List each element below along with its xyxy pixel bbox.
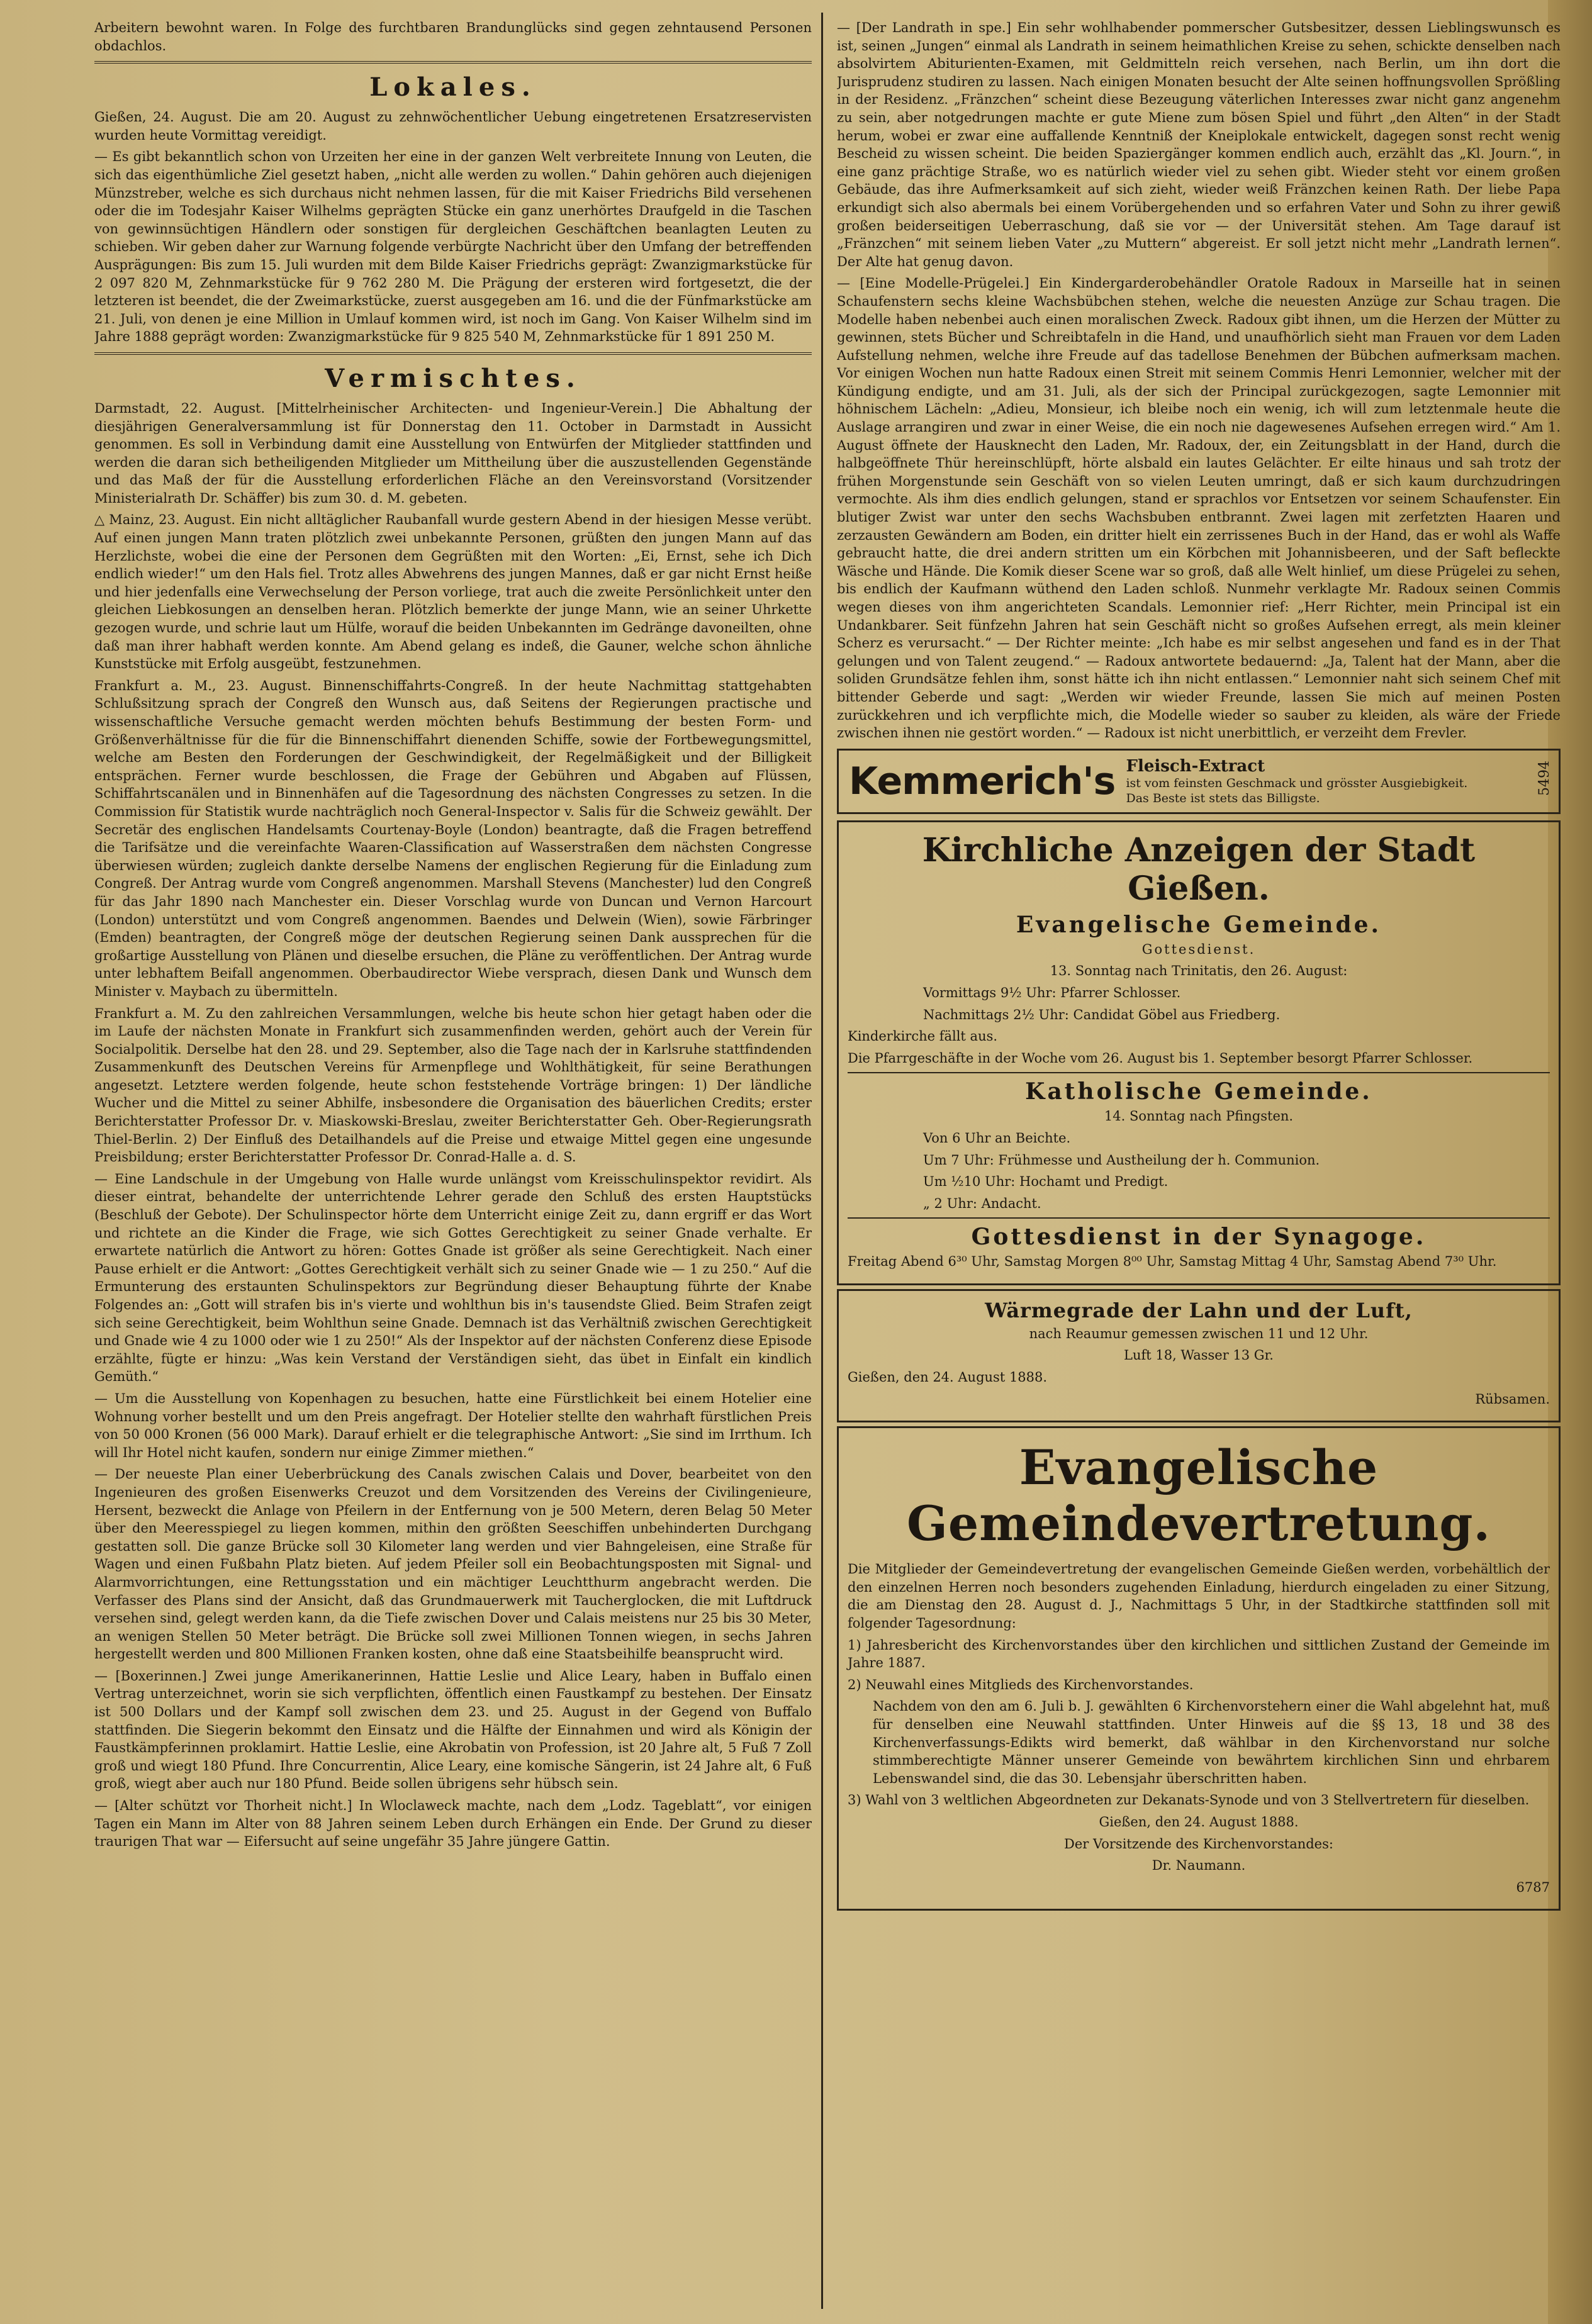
notice-signature-name: Dr. Naumann. <box>1152 1858 1246 1874</box>
lokales-paragraph: — Es gibt bekanntlich schon von Urzeiten her eine in der ganzen Welt verbreitete Innung von Leuten, die sich das eigenthümliche Ziel gesetzt haben, „nicht alle werden zu wollen.“ Dahin gehören auch diejenigen Münzstreber, welche es sich durchaus nicht nehmen lassen, für die mit Kaiser Friedrichs Bild versehenen oder die im Todesjahr Kaiser Wilhelms geprägten Stücke ein ganz unerhörtes Draufgeld in die Taschen von gewinnsüchtigen Händlern oder sonstigen für dergleichen Geschäftchen beanlagten Leuten zu schieben. Wir geben daher zur Warnung folgende verbürgte Nachricht über den Umfang der betreffenden Ausprägungen: Bis zum 15. Juli wurden mit dem Bilde Kaiser Friedrichs geprägt: Zwanzigmarkstücke für 2 097 820 M, Zehnmarkstücke für 9 762 280 M. Die Prägung der ersteren wird fortgesetzt, die der letzteren ist beendet, die der Zweimarkstücke, zuerst ausgegeben am 16. und die der Fünfmarkstücke am 21. Juli, von denen je eine Million in Umlauf kommen wird, ist noch im Gang. Von Kaiser Wilhelm sind im Jahre 1888 geprägt worden: Zwanzigmarkstücke für 9 825 540 M, Zehnmarkstücke für 1 891 250 M. <box>94 149 812 345</box>
section-rule <box>94 352 812 355</box>
divider <box>848 1072 1550 1073</box>
article-paragraph: — [Alter schützt vor Thorheit nicht.] In Wloclaweck machte, nach dem „Lodz. Tageblatt“, vor einigen Tagen ein Mann im Alter von 88 Jahren seinem Leben durch Erhängen ein Ende. Der Grund zu dieser traurigen That war — Eifersucht auf seine ungefähr 35 Jahre jüngere Gattin. <box>94 1798 812 1850</box>
gemeindevertretung-notice <box>837 1426 1561 1911</box>
service-label: Gottesdienst. <box>1141 941 1256 957</box>
synagogue-heading: Gottesdienst in der Synagoge. <box>971 1224 1427 1251</box>
agenda-item: 3) Wahl von 3 weltlichen Abgeordneten zur Dekanats-Synode und von 3 Stellvertretern für dieselben. <box>848 1792 1530 1808</box>
lokales-heading: Lokales. <box>369 72 537 103</box>
church-title: Kirchliche Anzeigen der Stadt Gießen. <box>922 830 1476 908</box>
service-line: Um ½10 Uhr: Hochamt und Predigt. <box>923 1174 1169 1190</box>
ad-text: ist vom feinsten Geschmack und grösster Ausgiebigkeit. Das Beste ist stets das Billigste. <box>1126 776 1468 805</box>
ad-number: 5494 <box>1537 760 1552 796</box>
ad-body <box>1126 757 1478 806</box>
evangelical-heading: Evangelische Gemeinde. <box>1016 911 1382 938</box>
service-line: 14. Sonntag nach Pfingsten. <box>1104 1109 1294 1124</box>
notice-date: Gießen, den 24. August 1888. <box>1099 1814 1299 1830</box>
right-column <box>837 19 1561 2303</box>
church-notices <box>837 820 1561 1285</box>
ad-brand: Kemmerich's <box>849 759 1116 803</box>
notice-number: 6787 <box>1516 1879 1550 1895</box>
article-paragraph: △ Mainz, 23. August. Ein nicht alltäglicher Raubanfall wurde gestern Abend in der hiesigen Messe verübt. Auf einen jungen Mann traten plötzlich zwei unbekannte Personen, grüßten den jungen Mann auf das Herzlichste, wobei die eine der Personen dem Gegrüßten mit den Worten: „Ei, Ernst, sehe ich Dich endlich wieder!“ um den Hals fiel. Trotz alles Abwehrens des jungen Mannes, daß er gar nicht Ernst heiße und hier jedenfalls eine Verwechselung der Person vorliege, trat auch die zweite Persönlichkeit unter den gleichen Liebkosungen an denselben heran. Plötzlich bemerkte der junge Mann, wie an seiner Uhrkette gezogen wurde, und schrie laut um Hülfe, worauf die beiden Unbekannten im Gedränge davoneilten, ohne daß man ihrer habhaft werden konnte. Am Abend gelang es indeß, die Gauner, welche schon ähnliche Kunststücke mit Erfolg ausgeübt, festzunehmen. <box>94 512 812 672</box>
ad-title: Fleisch-Extract <box>1126 756 1265 776</box>
article-paragraph: Darmstadt, 22. August. [Mittelrheinischer Architecten- und Ingenieur-Verein.] Die Abhaltung der diesjährigen Generalversammlung ist für Donnerstag den 11. October in Darmstadt in Aussicht genommen. Es soll in Verbindung damit eine Ausstellung von Entwürfen der Mitglieder stattfinden und werden die daran sich betheiligenden Mitglieder um Mittheilung über die auszustellenden Gegenstände und das Maß der für die Ausstellung erforderlichen Fläche an den Vereinsvorstand (Vorsitzender Ministerialrath Dr. Schäffer) bis zum 30. d. M. gebeten. <box>94 400 812 506</box>
agenda-item: 1) Jahresbericht des Kirchenvorstandes über den kirchlichen und sittlichen Zustand der Gemeinde im Jahre 1887. <box>848 1637 1550 1671</box>
service-line: Freitag Abend 6³⁰ Uhr, Samstag Morgen 8⁰⁰ Uhr, Samstag Mittag 4 Uhr, Samstag Abend 7³⁰ Uhr. <box>848 1254 1497 1270</box>
service-line: Nachmittags 2½ Uhr: Candidat Göbel aus Friedberg. <box>923 1007 1281 1022</box>
weather-line: Luft 18, Wasser 13 Gr. <box>1124 1348 1274 1363</box>
column-divider <box>821 13 823 2309</box>
service-line: Vormittags 9½ Uhr: Pfarrer Schlosser. <box>923 985 1181 1000</box>
weather-heading: Wärmegrade der Lahn und der Luft, <box>985 1298 1413 1322</box>
article-paragraph: — [Eine Modelle-Prügelei.] Ein Kindergarderobehändler Oratole Radoux in Marseille hat in seinen Schaufenstern sechs kleine Wachsbübchen stehen, welche die neuesten Anzüge zur Schau tragen. Die Modelle haben nebenbei auch einen moralischen Zweck. Radoux gibt ihnen, um die Herzen der Mütter zu gewinnen, stets Bücher und Schreibtafeln in die Hand, und unaufhörlich sieht man Frauen vor dem Laden Aufstellung nehmen, welche ihre Freude auf das tadellose Benehmen der Bübchen aufmerksam machen. Vor einigen Wochen nun hatte Radoux einen Streit mit seinem Commis Henri Lemonnier, welcher mit der Kündigung endigte, und am 31. Juli, als der sich der Principal zurückgezogen, sagte Lemonnier mit höhnischem Lächeln: „Adieu, Monsieur, ich bleibe noch ein wenig, ich will zum letztenmale heute die Auslage arrangiren und zwar in einer Weise, die ein noch nie dagewesenes Aufsehen erregen wird.“ Am 1. August öffnete der Hausknecht den Laden, Mr. Radoux, der, ein Zeitungsblatt in der Hand, durch die halbgeöffnete Thür hereinschlüpft, hörte alsbald ein lautes Gelächter. Er eilte hinaus und sah trotz der frühen Morgenstunde sein Geschäft von so vielen Leuten umringt, daß er sich kaum durchzudringen vermochte. Als ihm dies endlich gelungen, stand er sprachlos vor Entsetzen vor seinem Schaufenster. Ein blutiger Zwist war unter den sechs Wachsbuben entbrannt. Zwei lagen mit zerfetzten Haaren und zerzausten Gewändern am Boden, ein dritter hielt ein zerrissenes Buch in der Hand, das er wohl als Waffe gebraucht hatte, die drei andern stritten um ein Körbchen mit Johannisbeeren, und der Saft befleckte Wäsche und Hände. Die Komik dieser Scene war so groß, daß alle Welt hinlief, um diese Prügelei zu sehen, bis endlich der Kaufmann wüthend den Laden schloß. Nunmehr verklagte Mr. Radoux seinen Commis wegen dieses von ihm angerichteten Scandals. Lemonnier rief: „Herr Richter, mein Principal ist ein Undankbarer. Seit fünfzehn Jahren hat sein Geschäft nicht so großes Aufsehen erregt, als mein kleiner Scherz es verursacht.“ — Der Richter meinte: „Ich habe es mir selbst angesehen und fand es in der That gelungen und von Talent zeugend.“ — Radoux antwortete bedauernd: „Ja, Talent hat der Mann, aber die soliden Grundsätze fehlen ihm, sonst hätte ich ihn nicht entlassen.“ Lemonnier naht sich seinem Chef mit bittender Geberde und sagt: „Werden wir wieder Freunde, lassen Sie mich auf meinen Posten zurückkehren und ich verpflichte mich, die Modelle wieder so sauber zu kleiden, als wäre der Friede zwischen ihnen nie gestört worden.“ — Radoux ist nicht unerbittlich, er verzeiht dem Frevler. <box>837 276 1561 741</box>
section-rule <box>94 61 812 64</box>
article-paragraph: — [Der Landrath in spe.] Ein sehr wohlhabender pommerscher Gutsbesitzer, dessen Lieblingswunsch es ist, seinen „Jungen“ einmal als Landrath in seinem heimathlichen Kreise zu sehen, schickte denselben nach absolvirtem Abiturienten-Examen, mit Geldmitteln reich versehen, nach Berlin, um ihn dort die Jurisprudenz studiren zu lassen. Nach einigen Monaten besucht der Alte seinen hoffnungsvollen Sprößling in der Residenz. „Fränzchen“ scheint diese Bezeugung väterlichen Interesses zwar nicht ganz angenehm zu sein, aber notgedrungen machte er gute Miene zum bösen Spiel und führt „den Alten“ in der Stadt herum, wobei er zwar eine auffallende Kenntniß der Kneiplokale entwickelt, dagegen sonst recht wenig Bescheid zu wissen scheint. Die beiden Spaziergänger kommen endlich auch, erzählt das „Kl. Journ.“, in eine ganz prächtige Straße, wo es natürlich wieder viel zu sehen gibt. Wieder steht vor einem großen Gebäude, das ihre Aufmerksamkeit auf sich zieht, wieder weiß Fränzchen keinen Rath. Der liebe Papa erkundigt sich also abermals bei einem Vorübergehenden und so erfahren Vater und Sohn zu ihrer gewiß großen beiderseitigen Ueberraschung, daß sie vor — der Universität stehen. Am Tage darauf ist „Fränzchen“ mit seinem lieben Vater „zu Muttern“ abgereist. Er soll jetzt nicht mehr „Landrath lernen“. Der Alte hat genug davon. <box>837 20 1561 269</box>
agenda-item: 2) Neuwahl eines Mitglieds des Kirchenvorstandes. <box>848 1677 1194 1692</box>
lokales-paragraph: Gießen, 24. August. Die am 20. August zu zehnwöchentlicher Uebung eingetretenen Ersatzreservisten wurden heute Vormittag vereidigt. <box>94 109 812 143</box>
notice-paragraph: Die Mitglieder der Gemeindevertretung der evangelischen Gemeinde Gießen werden, vorbehältlich der den einzelnen Herren noch besonders zugehenden Einladung, hierdurch eingeladen zu einer Sitzung, die am Dienstag den 28. August d. J., Nachmittags 5 Uhr, in der Stadtkirche stattfinden soll mit folgender Tagesordnung: <box>848 1561 1550 1631</box>
article-paragraph: Frankfurt a. M. Zu den zahlreichen Versammlungen, welche bis heute schon hier getagt haben oder die im Laufe der nächsten Monate in Frankfurt sich zusammenfinden werden, gehört auch der Verein für Socialpolitik. Derselbe hat den 28. und 29. September, also die Tage nach der in Karlsruhe stattfindenden Zusammenkunft des Deutschen Vereins für Armenpflege und Wohlthätigkeit, für seine Berathungen angesetzt. Letztere werden folgende, heute schon feststehende Vorträge bringen: 1) Der ländliche Wucher und die Mittel zu seiner Abhilfe, insbesondere die Organisation des bäuerlichen Credits; erster Berichterstatter Professor Dr. v. Miaskowski-Breslau, zweiter Berichterstatter Geh. Ober-Regierungsrath Thiel-Berlin. 2) Der Einfluß des Detailhandels auf die Preise und etwaige Mittel gegen eine ungesunde Preisbildung; erster Berichterstatter Professor Dr. Conrad-Halle a. d. S. <box>94 1005 812 1165</box>
advertisement-kemmerich <box>837 749 1561 814</box>
weather-signature: Rübsamen. <box>1475 1391 1550 1407</box>
article-paragraph: Frankfurt a. M., 23. August. Binnenschiffahrts-Congreß. In der heute Nachmittag stattgehabten Schlußsitzung sprach der Congreß den Wunsch aus, daß Seitens der Regierungen practische und wissenschaftliche Versuche gemacht werden möchten behufs Bestimmung der besten Form- und Größenverhältnisse für die für die Binnenschiffahrt dienenden Schiffe, sowie der Fortbewegungsmittel, welche am Besten den Forderungen der Geschwindigkeit, der Regelmäßigkeit und der Billigkeit entsprächen. Ferner wurde beschlossen, die Frage der Gebühren und Abgaben auf Flüssen, Schiffahrtscanälen und in Binnenhäfen auf die Tagesordnung des nächsten Congresses zu setzen. In die Commission für Statistik wurde nachträglich noch General-Inspector v. Salis für die Schweiz gewählt. Der Secretär des englischen Handelsamts Courtenay-Boyle (London) beantragte, daß die Fragen betreffend die Tarifsätze und die vereinfachte Waaren-Classification auf Wasserstraßen dem nächsten Congresse überwiesen würden; zugleich dankte derselbe Namens der englischen Regierung für die Einladung zum Congreß. Der Antrag wurde vom Congreß angenommen. Marshall Stevens (Manchester) lud den Congreß für das Jahr 1890 nach Manchester ein. Dieser Vorschlag wurde von Duncan und Vernon Harcourt (London) unterstützt und vom Congreß angenommen. Baendes und Delwein (Wien), sowie Färbringer (Emden) beantragten, der Congreß möge der deutschen Regierung seinen Dank aussprechen für die großartige Ausstellung von Plänen und dieselbe ersuchen, die Pläne zu veröffentlichen. Der Antrag wurde unter lebhaftem Beifall angenommen. Oberbaudirector Wiebe versprach, diesen Dank und Wunsch dem Minister v. Maybach zu übermitteln. <box>94 678 812 999</box>
service-line: Kinderkirche fällt aus. <box>848 1029 998 1044</box>
article-paragraph: — Der neueste Plan einer Ueberbrückung des Canals zwischen Calais und Dover, bearbeitet von den Ingenieuren des großen Eisenwerks Creuzot und dem Vorsitzenden des Vereins der Civilingenieure, Hersent, bezweckt die Anlage von Pfeilern in der Entfernung von je 500 Metern, deren Belag 50 Meter über den Meeresspiegel zu liegen kommen, mithin den größten Seeschiffen unbehinderten Durchgang gestatten soll. Die ganze Brücke soll 30 Kilometer lang werden und vier Bahngeleisen, eine Straße für Wagen und einen Fußbahn Platz bieten. Auf jedem Pfeiler soll ein Beobachtungsposten mit Signal- und Alarmvorrichtungen, eine Rettungsstation und ein mächtiger Leuchtthurm angebracht werden. Die Verfasser des Plans sind der Ansicht, daß das Grundmauerwerk mit Taucherglocken, die mit Luftdruck versehen sind, gelegt werden kann, da die Tiefe zwischen Dover und Calais meistens nur 25 bis 30 Meter, an wenigen Stellen 50 Meter beträgt. Die Brücke soll zwei Millionen Tonnen wiegen, in sechs Jahren hergestellt werden und 800 Millionen Franken kosten, ohne daß eine Staatsbeihilfe beansprucht wird. <box>94 1466 812 1662</box>
notice-signature-line: Der Vorsitzende des Kirchenvorstandes: <box>1064 1836 1333 1852</box>
service-line: „ 2 Uhr: Andacht. <box>923 1195 1041 1211</box>
divider <box>848 1217 1550 1219</box>
weather-line: nach Reaumur gemessen zwischen 11 und 12 Uhr. <box>1029 1326 1369 1341</box>
intro-text: Arbeitern bewohnt waren. In Folge des furchtbaren Brandunglücks sind gegen zehntausend Personen obdachlos. <box>94 20 812 53</box>
article-paragraph: — Eine Landschule in der Umgebung von Halle wurde unlängst vom Kreisschulinspektor revidirt. Als dieser eintrat, behandelte der unterrichtende Lehrer gerade den Schluß des ersten Hauptstücks (Beschluß der Gebote). Der Schulinspector hörte dem Unterricht einige Zeit zu, dann ergriff er das Wort und richtete an die Kinder die Frage, wie sich Gottes Gerechtigkeit zu seiner Gnade verhalte. Er erwartete natürlich die Antwort zu hören: Gottes Gnade ist größer als seine Gerechtigkeit. Nach einer Pause erhielt er die Antwort: „Gottes Gerechtigkeit verhält sich zu seiner Gnade wie — 1 zu 250.“ Auf die Ermunterung des erstaunten Schulinspektors zur Begründung dieser Behauptung führte der Knabe Folgendes an: „Gott will strafen bis in's vierte und wohlthun bis in's tausendste Glied. Beim Strafen zeigt sich seine Gerechtigkeit, beim Wohlthun seine Gnade. Demnach ist das Verhältniß zwischen Gerechtigkeit und Gnade wie 4 zu 1000 oder wie 1 zu 250!“ Als der Inspektor auf der nächsten Conferenz diese Episode erzählte, fügte er hinzu: „Was kein Verstand der Verständigen sieht, das übet in Einfalt ein kindlich Gemüth.“ <box>94 1171 812 1385</box>
vermischtes-heading: Vermischtes. <box>325 363 581 393</box>
catholic-heading: Katholische Gemeinde. <box>1025 1078 1372 1105</box>
article-paragraph: — Um die Ausstellung von Kopenhagen zu besuchen, hatte eine Fürstlichkeit bei einem Hotelier eine Wohnung vorher bestellt und um den Preis angefragt. Der Hotelier stellte den wahrhaft fürstlichen Preis von 50 000 Kronen (56 000 Mark). Darauf erhielt er die telegraphische Antwort: „Sie sind im Irrthum. Ich will Ihr Hotel nicht kaufen, sondern nur einige Zimmer miethen.“ <box>94 1390 812 1460</box>
weather-notice <box>837 1289 1561 1422</box>
service-line: 13. Sonntag nach Trinitatis, den 26. August: <box>1050 963 1348 979</box>
weather-date: Gießen, den 24. August 1888. <box>848 1370 1048 1385</box>
agenda-detail: Nachdem von den am 6. Juli b. J. gewählten 6 Kirchenvorstehern einer die Wahl abgelehnt hat, muß für denselben eine Neuwahl stattfinden. Unter Hinweis auf die §§ 13, 18 und 38 des Kirchenverfassungs-Edikts wird bemerkt, daß wählbar in den Kirchenvorstand nur solche stimmberechtigte Männer unserer Gemeinde von bewährtem kirchlichen Sinn und ehrbarem Lebenswandel sind, die das 30. Lebensjahr überschritten haben. <box>873 1699 1550 1786</box>
left-column <box>94 19 812 2303</box>
service-line: Von 6 Uhr an Beichte. <box>923 1130 1071 1146</box>
service-line: Um 7 Uhr: Frühmesse und Austheilung der h. Communion. <box>923 1152 1320 1168</box>
service-line: Die Pfarrgeschäfte in der Woche vom 26. August bis 1. September besorgt Pfarrer Schlosser. <box>848 1050 1473 1066</box>
article-paragraph: — [Boxerinnen.] Zwei junge Amerikanerinnen, Hattie Leslie und Alice Leary, haben in Buffalo einen Vertrag unterzeichnet, worin sie sich verpflichten, öffentlich einen Faustkampf zu bestehen. Der Einsatz ist 500 Dollars und der Kampf soll zwischen dem 23. und 25. August in der Gegend von Buffalo stattfinden. Die Siegerin bekommt den Einsatz und die Hälfte der Einnahmen und wird als Königin der Faustkämpferinnen proklamirt. Hattie Leslie, eine Akrobatin von Profession, ist 20 Jahre alt, 5 Fuß 7 Zoll groß und wiegt 180 Pfund. Ihre Concurrentin, Alice Leary, eine komische Sängerin, ist 24 Jahre alt, 6 Fuß groß, wiegt aber auch nur 180 Pfund. Beide sollen übrigens sehr hübsch sein. <box>94 1668 812 1792</box>
gemeindevertretung-title: Evangelische Gemeindevertretung. <box>907 1439 1491 1552</box>
